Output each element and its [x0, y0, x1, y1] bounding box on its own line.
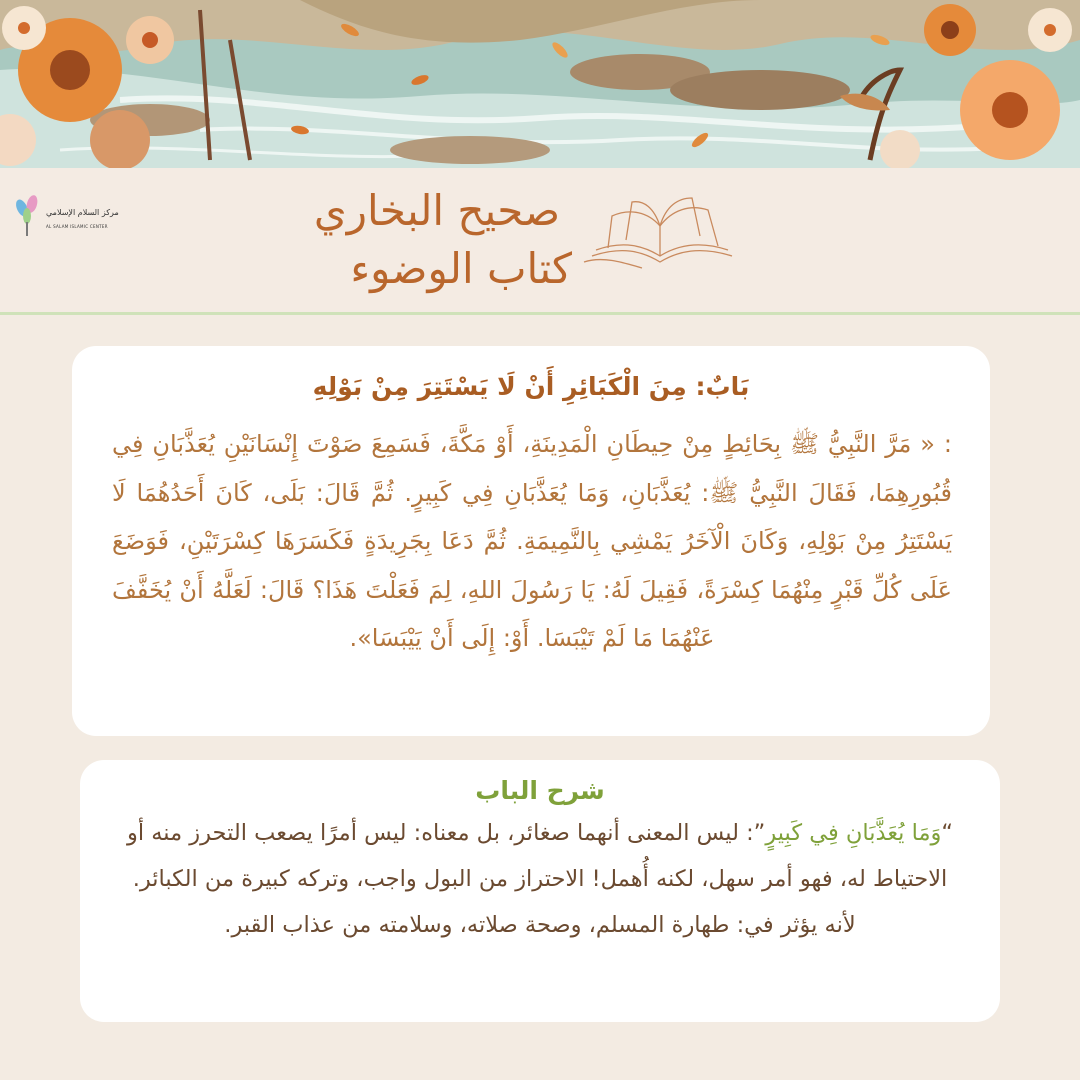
header-divider: [0, 312, 1080, 315]
explanation-highlight: وَمَا يُعَذَّبَانِ فِي كَبِيرٍ: [765, 820, 942, 846]
quote-close: ”: [753, 820, 766, 846]
quote-open: “: [941, 820, 954, 846]
explanation-title: شرح الباب: [475, 776, 605, 805]
page-subtitle: كتاب الوضوء: [350, 244, 572, 293]
hadith-card: [72, 346, 990, 736]
open-book-icon: [582, 196, 740, 278]
bab-title: بَابٌ: مِنَ الْكَبَائِرِ أَنْ لَا يَسْتَتِرَ مِنْ بَوْلِهِ: [312, 372, 750, 401]
explanation-text: : ليس المعنى أنهما صغائر، بل معناه: ليس أمرًا يصعب التحرز منه أو الاحتياط له، فهو أمر سهل، لكنه أُهمل! الاحتراز من البول واجب، وتركه كبيرة من الكبائر. لأنه يؤثر في: طهارة المسلم، وصحة صلاته، وسلامته من عذاب القبر.: [126, 820, 948, 938]
banner-illustration: [0, 0, 1080, 168]
logo-leaf-icon: [12, 194, 46, 238]
explanation-card: [80, 760, 1000, 1022]
page-title: صحيح البخاري: [313, 186, 560, 235]
logo-name-english: AL SALAM ISLAMIC CENTER: [46, 224, 108, 229]
hadith-text: : « مَرَّ النَّبِيُّ ﷺ بِحَائِطٍ مِنْ حِيطَانِ الْمَدِينَةِ، أَوْ مَكَّةَ، فَسَمِعَ صَوْتَ إِنْسَانَيْنِ يُعَذَّبَانِ فِي قُبُورِهِمَا، فَقَالَ النَّبِيُّ ﷺ: يُعَذَّبَانِ، وَمَا يُعَذَّبَانِ فِي كَبِيرٍ. ثُمَّ قَالَ: بَلَى، كَانَ أَحَدُهُمَا لَا يَسْتَتِرُ مِنْ بَوْلِهِ، وَكَانَ الْآخَرُ يَمْشِي بِالنَّمِيمَةِ. ثُمَّ دَعَا بِجَرِيدَةٍ فَكَسَرَهَا كِسْرَتَيْنِ، فَوَضَعَ عَلَى كُلِّ قَبْرٍ مِنْهُمَا كِسْرَةً، فَقِيلَ لَهُ: يَا رَسُولَ اللهِ، لِمَ فَعَلْتَ هَذَا؟ قَالَ: لَعَلَّهُ أَنْ يُخَفَّفَ عَنْهُمَا مَا لَمْ تَيْبَسَا. أَوْ: إِلَى أَنْ يَيْبَسَا».: [112, 430, 952, 652]
explanation-body: [116, 810, 964, 948]
logo: [12, 194, 119, 246]
river-landscape-image: [0, 0, 1080, 168]
logo-name-arabic: مركز السلام الإسلامي: [46, 208, 119, 217]
